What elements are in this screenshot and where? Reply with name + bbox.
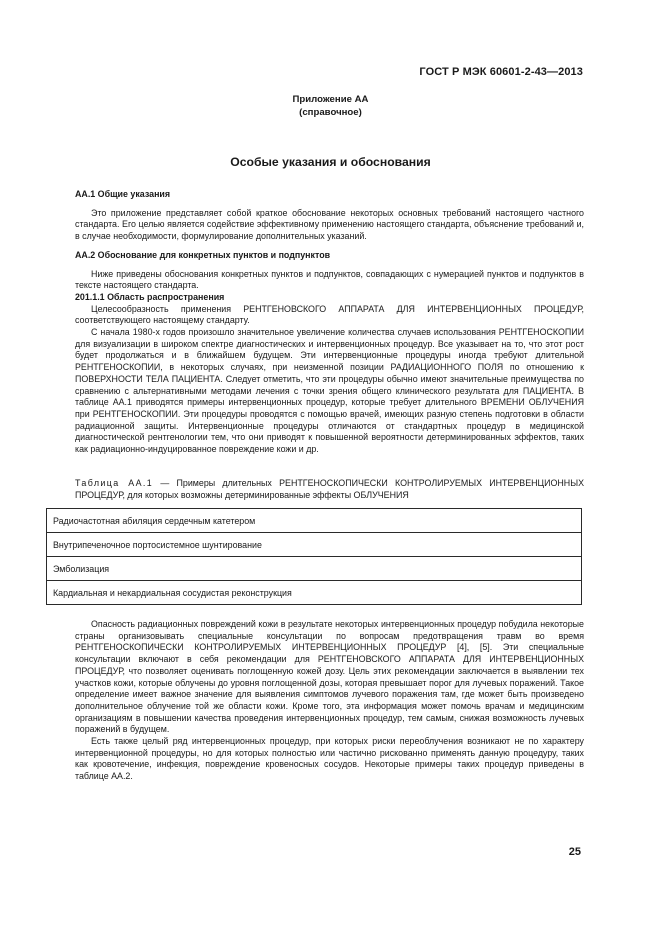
appendix-heading bbox=[0, 93, 661, 119]
table-caption bbox=[75, 478, 584, 501]
section-aa2-heading: АА.2 Обоснование для конкретных пунктов и подпунктов bbox=[75, 249, 331, 260]
table-caption-label: Таблица АА.1 bbox=[75, 478, 154, 488]
table-row bbox=[47, 557, 582, 581]
page-title: Особые указания и обоснования bbox=[230, 155, 431, 169]
body-text-upper bbox=[75, 189, 584, 456]
procedures-table bbox=[46, 508, 582, 605]
section-aa1-heading: АА.1 Общие указания bbox=[75, 189, 171, 199]
page-number: 25 bbox=[568, 846, 581, 858]
table-caption-text: — Примеры длительных РЕНТГЕНОСКОПИЧЕСКИ КОНТРОЛИРУЕМЫХ ИНТЕРВЕНЦИОННЫХ ПРОЦЕДУР, для которых возможны детерминированные эффекты ОБЛУЧЕНИЯ bbox=[75, 478, 584, 500]
appendix-name: Приложение АА bbox=[292, 94, 369, 105]
table-cell: Внутрипеченочное портосистемное шунтирование bbox=[47, 533, 582, 557]
subsection-heading: 201.1.1 Область распространения bbox=[75, 291, 225, 302]
scope-paragraph-2: С начала 1980-х годов произошло значительное увеличение количества случаев использования РЕНТГЕНОСКОПИИ для визуализации в широком спектре диагностических и интервенционных процедур. Все указывает на то, что этот рост будет продолжаться и в ближайшем будущем. Эти интервенционные процедуры иногда требуют длительной РЕНТГЕНОСКОПИИ, в некоторых случаях, при неизменной позиции РАДИАЦИОННОГО ПОЛЯ по отношению к ПОВЕРХНОСТИ ТЕЛА ПАЦИЕНТА. Следует отметить, что эти процедуры обычно имеют значительные преимущества по сравнению с альтернативными методами лечения с точки зрения общего клинического результата для ПАЦИЕНТА. В таблице АА.1 приводятся примеры интервенционных процедур, которые требует длительного ВРЕМЕНИ ОБЛУЧЕНИЯ при РЕНТГЕНОСКОПИИ. Эти процедуры проводятся с помощью врачей, имеющих разную степень подготовки в области радиационной защиты. Интервенционные процедуры отличаются от стандартных процедур в медицинской диагностической рентгенологии тем, что они приводят к повышенной вероятности детерминированных эффектов, таких как радиационно-индуцированное повреждение кожи и др. bbox=[75, 327, 584, 455]
table-row bbox=[47, 581, 582, 605]
section-aa1-text: Это приложение представляет собой краткое обоснование некоторых основных требований настоящего частного стандарта. Его целью является содействие эффективному применению настоящего стандарта, объяснение требований и, в случае необходимости, формулирование дополнительных указаний. bbox=[75, 207, 584, 242]
consultation-paragraph: Опасность радиационных повреждений кожи в результате некоторых интервенционных процедур побудила некоторые страны организовывать специальные консультации по вопросам предотвращения травм во время РЕНТГЕНОСКОПИЧЕСКИ КОНТРОЛИРУЕМЫХ ИНТЕРВЕНЦИОННЫХ ПРОЦЕДУР [4], [5]. Эти специальные консультации включают в себя рекомендации для РЕНТГЕНОВСКОГО АППАРАТА ДЛЯ ИНТЕРВЕНЦИОННЫХ ПРОЦЕДУР, что позволяет оценивать поглощенную кожей дозу. Цель этих рекомендации заключается в выявлении тех участков кожи, которые облучены до уровня поглощенной дозы, которая превышает порог для лучевых поражений. Такое определение имеет важное значение для выявления симптомов лучевого поражения там, где может быть произведено дополнительное облучение той же области кожи. Кроме того, эта информация может помочь врачам и медицинским организациям в повышении качества проведения интервенционных процедур, тем самым, снижая возможность лучевых поражений в будущем. bbox=[75, 619, 584, 735]
risk-paragraph: Есть также целый ряд интервенционных процедур, при которых риски переоблучения возникают не по характеру интервенционной процедуры, но для которых полностью или частично рискованно применять данную процедуру, таких как кровотечение, инфекция, повреждение кровеносных сосудов. Некоторые примеры таких процедур приведены в таблице АА.2. bbox=[75, 736, 584, 782]
table-cell: Кардиальная и некардиальная сосудистая реконструкция bbox=[47, 581, 582, 605]
table-row bbox=[47, 533, 582, 557]
table-cell: Эмболизация bbox=[47, 557, 582, 581]
body-text-lower bbox=[75, 619, 584, 783]
appendix-type: (справочное) bbox=[299, 107, 362, 118]
table-cell: Радиочастотная абиляция сердечным катетером bbox=[47, 509, 582, 533]
table-row bbox=[47, 509, 582, 533]
scope-paragraph-1: Целесообразность применения РЕНТГЕНОВСКОГО АППАРАТА ДЛЯ ИНТЕРВЕНЦИОННЫХ ПРОЦЕДУР, соответствующего настоящему стандарту. bbox=[75, 303, 584, 326]
section-aa2-intro: Ниже приведены обоснования конкретных пунктов и подпунктов, совпадающих с нумерацией пунктов и подпунктов в тексте настоящего стандарта. bbox=[75, 268, 584, 291]
standard-code: ГОСТ Р МЭК 60601-2-43—2013 bbox=[419, 66, 583, 78]
